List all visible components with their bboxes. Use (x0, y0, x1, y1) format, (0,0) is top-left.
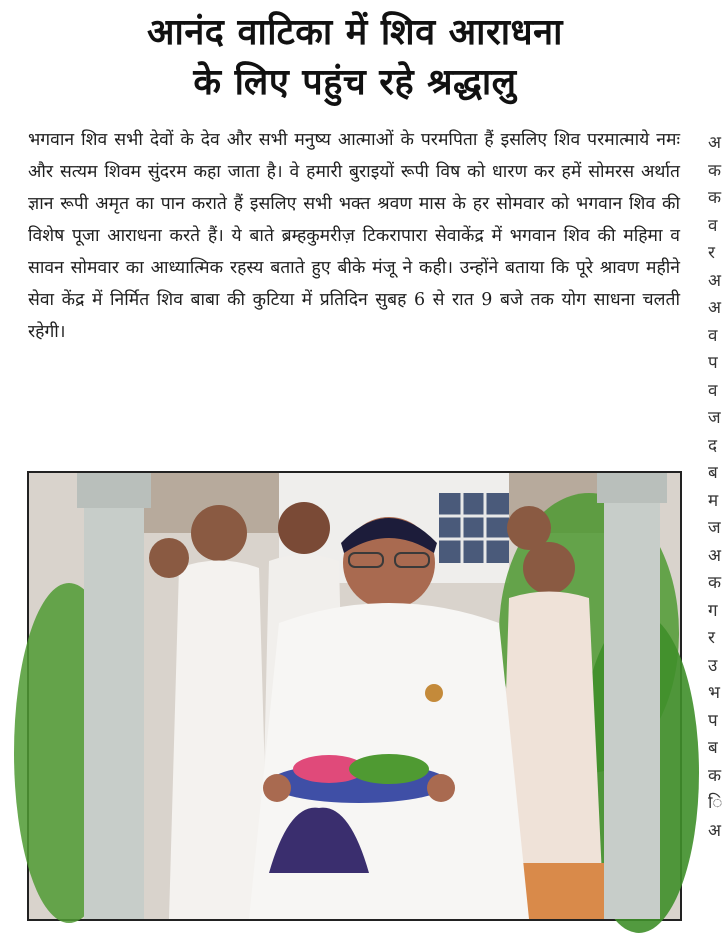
article-photo (27, 471, 682, 921)
fragment-char: ब (708, 463, 718, 483)
fragment-char: क (708, 160, 722, 181)
fragment-char: भ (708, 683, 720, 703)
fragment-char: व (708, 215, 718, 236)
fragment-char: ग (708, 600, 718, 621)
fragment-char: म (708, 490, 719, 511)
adjacent-column-fragments (708, 130, 728, 845)
fragment-char: प (708, 710, 718, 731)
fragment-char: व (708, 380, 718, 401)
fragment-char: उ (708, 655, 718, 676)
fragment-char: ब (708, 738, 718, 758)
fragment-char: क (708, 573, 722, 593)
fragment-char: र (708, 243, 715, 263)
photo-illustration (29, 473, 680, 919)
fragment-char: अ (708, 820, 721, 841)
fragment-char: द (708, 435, 718, 456)
fragment-char: व (708, 325, 718, 346)
fragment-char: ि (708, 793, 723, 813)
headline (20, 8, 690, 108)
fragment-char: क (708, 188, 722, 208)
fragment-char: ज (708, 408, 721, 428)
fragment-char: अ (708, 270, 721, 291)
fragment-char: अ (708, 298, 721, 318)
fragment-char: अ (708, 545, 721, 566)
fragment-char: ज (708, 518, 721, 538)
headline-line-2: के लिए पहुंच रहे श्रद्धालु (193, 62, 517, 103)
fragment-char: प (708, 353, 718, 373)
fragment-char: अ (708, 133, 721, 153)
fragment-char: र (708, 628, 715, 648)
fragment-char: क (708, 765, 722, 786)
headline-line-1: आनंद वाटिका में शिव आराधना (147, 12, 563, 53)
article-body: भगवान शिव सभी देवों के देव और सभी मनुष्य आत्माओं के परमपिता हैं इसलिए शिव परमात्माये नमः और सत्यम शिवम सुंदरम कहा जाता है। वे हमारी बुराइयों रूपी विष को धारण कर हमें सोमरस अर्थात ज्ञान रूपी अमृत का पान कराते हैं इसलिए सभी भक्त श्रवण मास के हर सोमवार को भगवान शिव की विशेष पूजा आराधना करते हैं। ये बाते ब्रम्हकुमरीज़ टिकरापारा सेवाकेंद्र में भगवान शिव की महिमा व सावन सोमवार का आध्यात्मिक रहस्य बताते हुए बीके मंजू ने कही। उन्होंने बताया कि पूरे श्रावण महीने सेवा केंद्र में निर्मित शिव बाबा की कुटिया में प्रतिदिन सुबह 6 से रात 9 बजे तक योग साधना चलती रहेगी। (28, 130, 680, 342)
